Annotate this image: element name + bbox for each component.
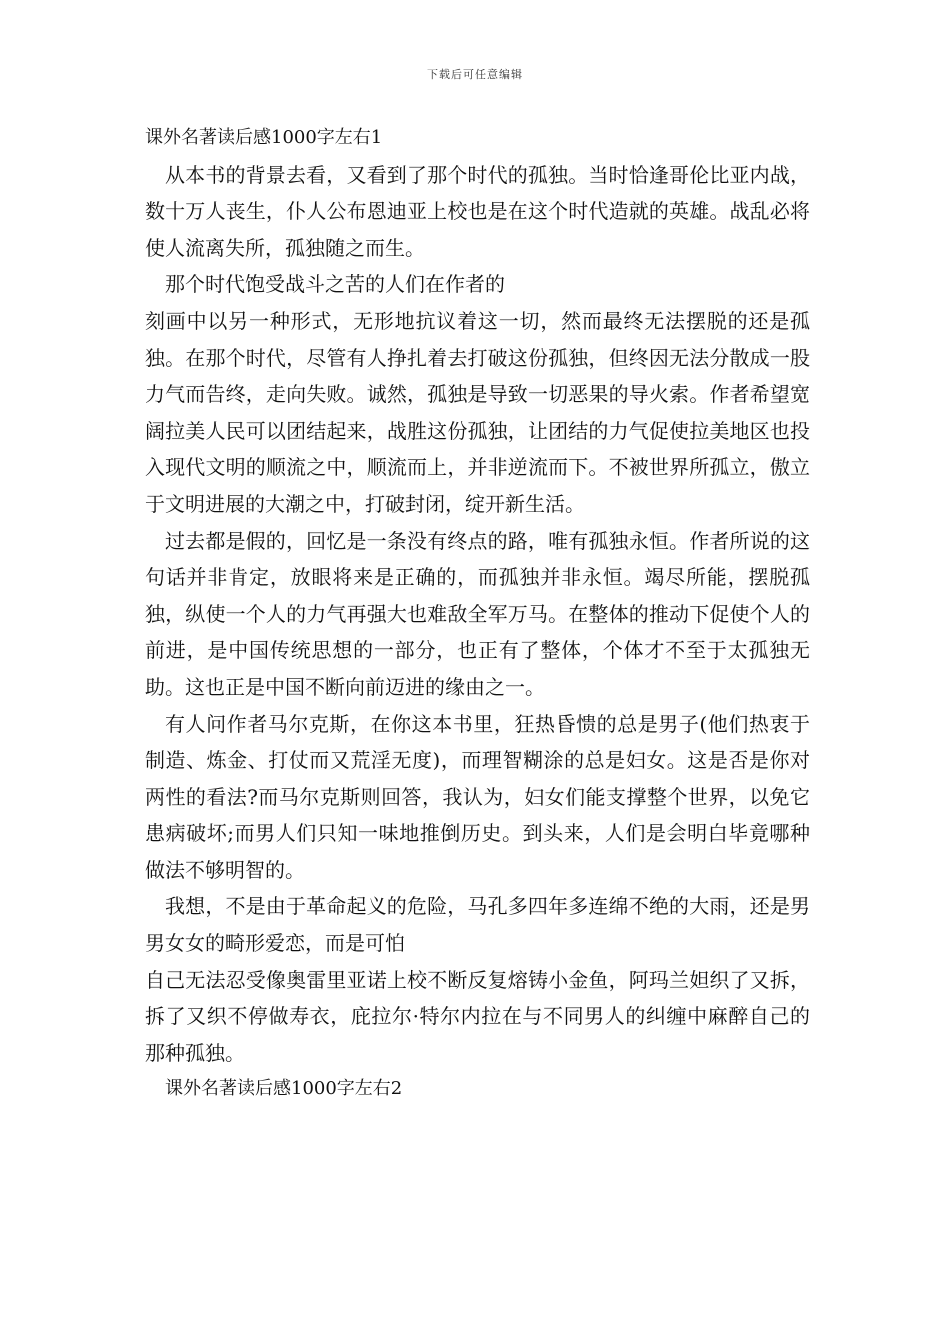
page-header: 下载后可任意编辑 (427, 68, 523, 81)
paragraph: 有人问作者马尔克斯，在你这本书里，狂热昏愦的总是男子(他们热衷于制造、炼金、打仗而又荒淫无度)，而理智糊涂的总是妇女。这是否是你对两性的看法?而马尔克斯则回答，我认为，妇女们能支撑整个世界，以免它患病破坏;而男人们只知一味地推倒历史。到头来，人们是会明白毕竟哪种做法不够明智的。 (145, 711, 810, 882)
section-title: 课外名著读后感1000字左右2 (165, 1078, 403, 1100)
paragraph: 我想，不是由于革命起义的危险，马孔多四年多连绵不绝的大雨，还是男男女女的畸形爱恋，而是可怕 (145, 894, 810, 956)
paragraph: 从本书的背景去看，又看到了那个时代的孤独。当时恰逢哥伦比亚内战，数十万人丧生，仆人公布恩迪亚上校也是在这个时代造就的英雄。战乱必将使人流离失所，孤独随之而生。 (145, 162, 810, 260)
document-body (145, 120, 810, 1108)
paragraph: 刻画中以另一种形式，无形地抗议着这一切，然而最终无法摆脱的还是孤独。在那个时代，尽管有人挣扎着去打破这份孤独，但终因无法分散成一股力气而告终，走向失败。诚然，孤独是导致一切恶果的导火索。作者希望宽阔拉美人民可以团结起来，战胜这份孤独，让团结的力气促使拉美地区也投入现代文明的顺流之中，顺流而上，并非逆流而下。不被世界所孤立，傲立于文明进展的大潮之中，打破封闭，绽开新生活。 (145, 308, 810, 516)
document-title: 课外名著读后感1000字左右1 (145, 127, 383, 148)
paragraph: 过去都是假的，回忆是一条没有终点的路，唯有孤独永恒。作者所说的这句话并非肯定，放眼将来是正确的，而孤独并非永恒。竭尽所能，摆脱孤独，纵使一个人的力气再强大也难敌全军万马。在整体的推动下促使个人的前进，是中国传统思想的一部分，也正有了整体，个体才不至于太孤独无助。这也正是中国不断向前迈进的缘由之一。 (145, 528, 810, 699)
paragraph: 那个时代饱受战斗之苦的人们在作者的 (165, 272, 505, 297)
paragraph: 自己无法忍受像奥雷里亚诺上校不断反复熔铸小金鱼，阿玛兰妲织了又拆，拆了又织不停做寿衣，庇拉尔·特尔内拉在与不同男人的纠缠中麻醉自己的那种孤独。 (145, 967, 810, 1065)
